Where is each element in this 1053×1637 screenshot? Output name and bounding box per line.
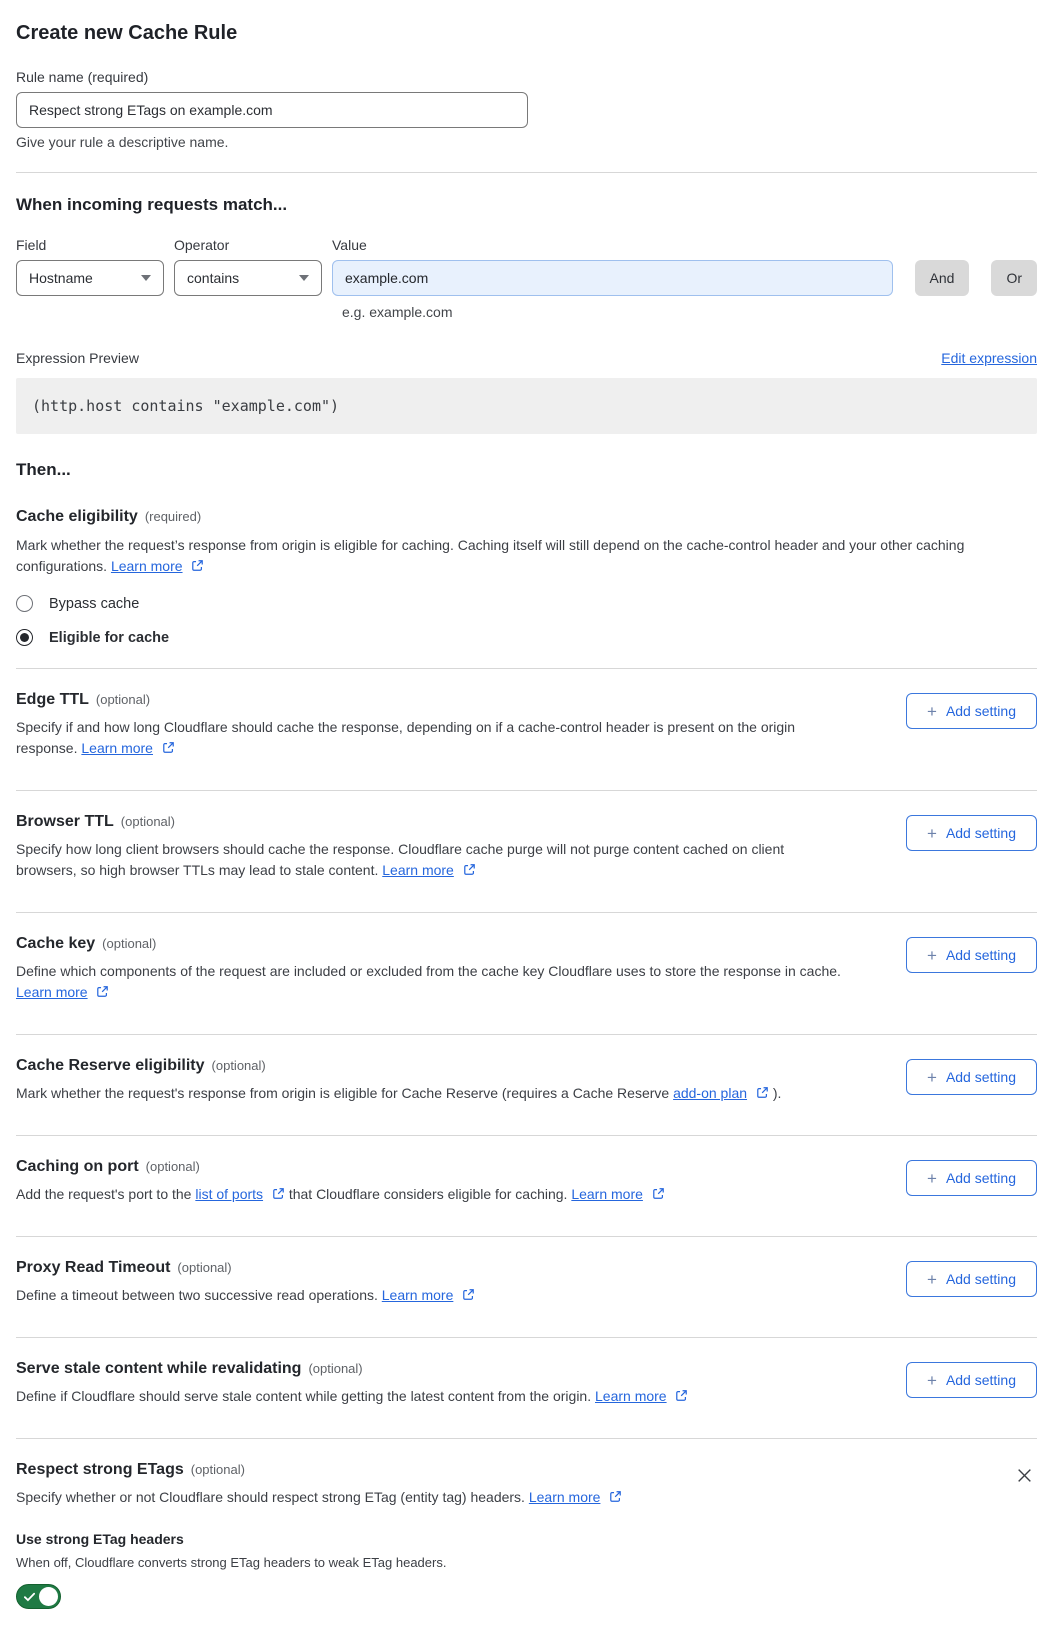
radio-option-eligible-for-cache[interactable]: Eligible for cache	[16, 629, 1037, 646]
external-link-icon	[191, 557, 204, 578]
or-button[interactable]: Or	[991, 260, 1037, 296]
strong-etag-toggle[interactable]	[16, 1584, 61, 1609]
cache-eligibility-qualifier: (required)	[144, 509, 202, 524]
etags-subsetting-title: Use strong ETag headers	[16, 1531, 184, 1547]
add-setting-button[interactable]	[906, 1160, 1037, 1196]
section-description: Specify how long client browsers should cache the response. Cloudflare cache purge will not purge content cached on client browsers, so high browser TTLs may lead to stale content. Learn more	[16, 839, 846, 882]
setting-section	[16, 1035, 1037, 1136]
external-link-icon	[463, 861, 476, 882]
cache-eligibility-title: Cache eligibility	[16, 508, 138, 525]
section-qualifier: (optional)	[145, 1159, 200, 1174]
section-qualifier: (optional)	[211, 1058, 266, 1073]
section-qualifier: (optional)	[308, 1361, 363, 1376]
learn-more-link[interactable]: Learn more	[571, 1186, 643, 1202]
toggle-knob	[39, 1587, 58, 1606]
check-icon	[24, 1590, 35, 1605]
section-qualifier: (optional)	[102, 936, 157, 951]
match-heading: When incoming requests match...	[16, 195, 288, 214]
page-title: Create new Cache Rule	[16, 22, 238, 44]
rule-name-help: Give your rule a descriptive name.	[16, 134, 229, 150]
radio-icon	[16, 629, 33, 646]
section-qualifier: (optional)	[120, 814, 175, 829]
add-setting-button[interactable]	[906, 693, 1037, 729]
learn-more-link[interactable]: Learn more	[528, 1489, 601, 1505]
external-link-icon	[96, 983, 109, 1004]
section-description: Define a timeout between two successive read operations. Learn more	[16, 1285, 846, 1307]
operator-select-value: contains	[187, 270, 240, 286]
add-setting-button[interactable]	[906, 937, 1037, 973]
add-setting-label: Add setting	[945, 1271, 1016, 1287]
add-setting-label: Add setting	[945, 703, 1016, 719]
add-setting-button[interactable]	[906, 815, 1037, 851]
learn-more-link[interactable]: Learn more	[381, 1287, 454, 1303]
cache-eligibility-description: Mark whether the request’s response from origin is eligible for caching. Caching itself will still depend on the cache-control header and your other caching configurations. Learn more	[16, 535, 1026, 578]
etags-section	[16, 1439, 1037, 1609]
plus-icon: +	[927, 1370, 937, 1390]
external-link-icon	[756, 1084, 769, 1105]
external-link-icon	[652, 1185, 665, 1206]
setting-section	[16, 913, 1037, 1035]
value-help: e.g. example.com	[342, 304, 453, 320]
setting-section	[16, 1338, 1037, 1439]
add-setting-label: Add setting	[945, 1372, 1016, 1388]
and-button[interactable]: And	[915, 260, 970, 296]
section-description: Define which components of the request are included or excluded from the cache key Cloudflare uses to store the response in cache. Learn more	[16, 961, 846, 1004]
learn-more-link[interactable]: Learn more	[16, 984, 88, 1000]
external-link-icon	[272, 1185, 285, 1206]
add-setting-button[interactable]	[906, 1362, 1037, 1398]
then-heading: Then...	[16, 460, 71, 479]
chevron-down-icon	[141, 275, 151, 281]
divider	[16, 172, 1037, 173]
add-setting-button[interactable]	[906, 1059, 1037, 1095]
etags-qualifier: (optional)	[190, 1462, 245, 1477]
setting-section	[16, 1237, 1037, 1338]
plus-icon: +	[927, 1269, 937, 1289]
expression-preview: (http.host contains "example.com")	[16, 378, 1037, 434]
value-label: Value	[332, 237, 367, 253]
add-setting-label: Add setting	[945, 1069, 1016, 1085]
list-of-ports-link[interactable]: list of ports	[195, 1186, 264, 1202]
cache-eligibility-section	[16, 508, 1037, 646]
setting-section	[16, 791, 1037, 913]
plus-icon: +	[927, 1067, 937, 1087]
section-qualifier: (optional)	[95, 692, 151, 707]
add-on-plan-link[interactable]: add-on plan	[673, 1085, 748, 1101]
section-description: Specify if and how long Cloudflare should cache the response, depending on if a cache-control header is present on the origin response. Learn more	[16, 717, 846, 760]
learn-more-link[interactable]: Learn more	[382, 862, 454, 878]
section-description: Add the request's port to the list of ports that Cloudflare considers eligible for caching. Learn more	[16, 1184, 846, 1206]
match-row	[16, 237, 1037, 296]
section-title: Proxy Read Timeout	[16, 1259, 171, 1276]
learn-more-link[interactable]: Learn more	[81, 740, 153, 756]
plus-icon: +	[927, 945, 937, 965]
external-link-icon	[609, 1488, 622, 1509]
add-setting-button[interactable]	[906, 1261, 1037, 1297]
plus-icon: +	[927, 701, 937, 721]
rule-name-input[interactable]	[16, 92, 528, 128]
section-title: Serve stale content while revalidating	[16, 1360, 302, 1377]
plus-icon: +	[927, 823, 937, 843]
radio-option-bypass-cache[interactable]: Bypass cache	[16, 595, 1037, 612]
section-description: Define if Cloudflare should serve stale content while getting the latest content from the origin. Learn more	[16, 1386, 846, 1408]
setting-section	[16, 669, 1037, 791]
field-label: Field	[16, 237, 47, 253]
add-setting-label: Add setting	[945, 825, 1016, 841]
external-link-icon	[162, 739, 175, 760]
section-title: Browser TTL	[16, 813, 114, 830]
plus-icon: +	[927, 1168, 937, 1188]
add-setting-label: Add setting	[945, 1170, 1016, 1186]
section-title: Edge TTL	[16, 691, 89, 708]
external-link-icon	[675, 1387, 688, 1408]
etags-subsetting-description: When off, Cloudflare converts strong ETag headers to weak ETag headers.	[16, 1555, 447, 1570]
operator-label: Operator	[174, 237, 230, 253]
add-setting-label: Add setting	[945, 947, 1016, 963]
etags-description: Specify whether or not Cloudflare should respect strong ETag (entity tag) headers. Learn more	[16, 1487, 846, 1509]
close-icon[interactable]	[1012, 1463, 1037, 1488]
section-title: Cache Reserve eligibility	[16, 1057, 205, 1074]
field-select-value: Hostname	[29, 270, 93, 286]
setting-section	[16, 1136, 1037, 1237]
etags-title: Respect strong ETags	[16, 1461, 184, 1478]
learn-more-link[interactable]: Learn more	[110, 558, 183, 574]
radio-icon	[16, 595, 33, 612]
edit-expression-link[interactable]: Edit expression	[941, 350, 1037, 366]
operator-select[interactable]	[174, 260, 322, 296]
rule-name-label: Rule name (required)	[16, 69, 149, 85]
chevron-down-icon	[299, 275, 309, 281]
value-input[interactable]	[332, 260, 893, 296]
section-description: Mark whether the request's response from origin is eligible for Cache Reserve (requires a Cache Reserve add-on plan ).	[16, 1083, 846, 1105]
section-qualifier: (optional)	[177, 1260, 232, 1275]
expression-preview-label: Expression Preview	[16, 350, 139, 366]
field-select[interactable]	[16, 260, 164, 296]
external-link-icon	[462, 1286, 475, 1307]
section-title: Cache key	[16, 935, 96, 952]
section-title: Caching on port	[16, 1158, 139, 1175]
learn-more-link[interactable]: Learn more	[595, 1388, 667, 1404]
